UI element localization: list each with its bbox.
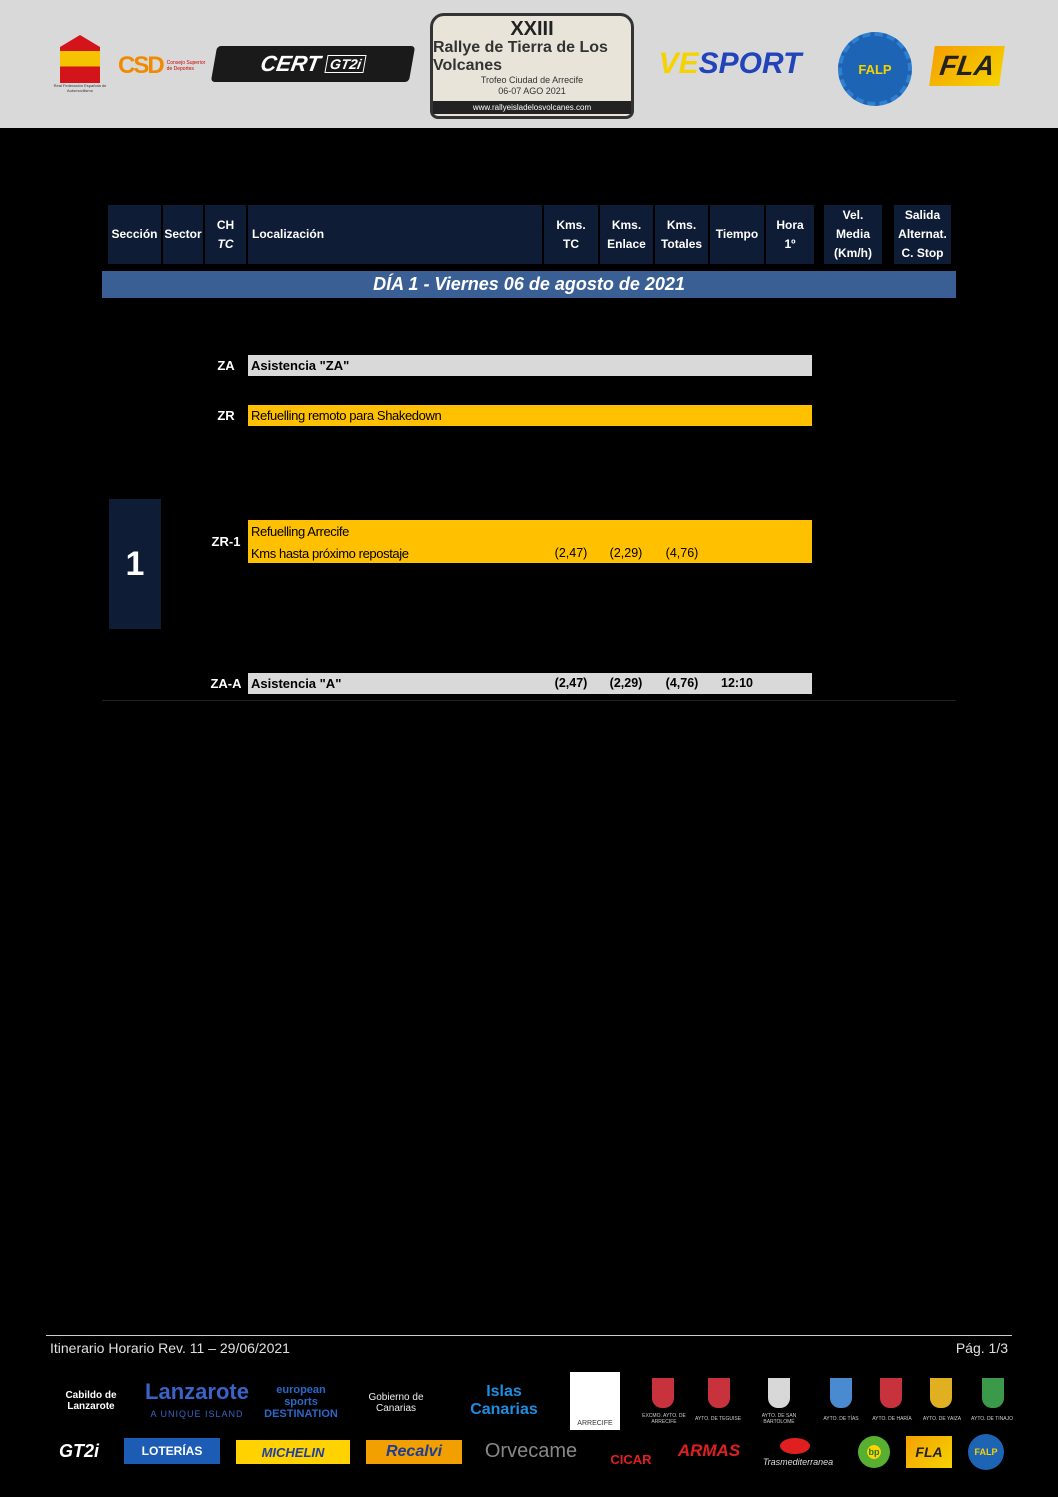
header-vel-media: Vel. Media (Km/h) (824, 205, 882, 264)
haria-crest-icon (880, 1378, 902, 1408)
row-zr-location: Refuelling remoto para Shakedown (251, 408, 442, 423)
header-ch-tc (205, 205, 246, 264)
sponsor-orvecame: Orvecame (484, 1439, 578, 1462)
rallye-url: www.rallyeisladelosvolcanes.com (433, 101, 631, 114)
row-zr1-kms-totales: (4,76) (665, 546, 699, 560)
header-kms-tc: Kms. TC (544, 205, 598, 264)
cert-logo (211, 46, 415, 82)
header-tiempo: Tiempo (710, 205, 764, 264)
cert-name: CERT (258, 51, 323, 76)
row-za-location: Asistencia "ZA" (251, 358, 350, 373)
trasmediterranea-emblem-icon (780, 1438, 810, 1454)
sponsor-michelin: MICHELIN (236, 1440, 350, 1464)
header-kms-totales: Kms. Totales (655, 205, 708, 264)
sponsor-loterias: LOTERÍAS (124, 1438, 220, 1464)
header-tc: TC (217, 236, 234, 251)
header-seccion: Sección (108, 205, 161, 264)
rallye-edition: XXIII (510, 17, 554, 40)
footer-revision: Itinerario Horario Rev. 11 – 29/06/2021 (50, 1340, 290, 1356)
sponsor-falp: FALP (968, 1434, 1004, 1470)
footer-rule (46, 1335, 1012, 1336)
rallye-dates: 06-07 AGO 2021 (498, 85, 566, 96)
row-zaa-kms-totales: (4,76) (665, 676, 699, 690)
sponsor-recalvi: Recalvi (366, 1440, 462, 1464)
header-localizacion: Localización (248, 205, 542, 264)
sponsor-ayto-arrecife: EXCMO. AYTO. DE ARRECIFE (642, 1413, 686, 1425)
header-hora: Hora 1º (766, 205, 814, 264)
teguise-crest-icon (708, 1378, 730, 1408)
sponsor-gt2i: GT2i (58, 1440, 99, 1461)
header-salida: Salida Alternat. C. Stop (894, 205, 951, 264)
arrecife-crest-icon (652, 1378, 674, 1408)
csd-caption: Consejo Superior de Deportes (166, 60, 206, 72)
csd-logo (118, 48, 210, 84)
fla-mark: FLA (929, 46, 1005, 86)
header-ch: CH (216, 217, 235, 232)
sponsor-ayto-san-bartolome: AYTO. DE SAN BARTOLOMÉ (761, 1413, 797, 1425)
row-za-ch: ZA (217, 358, 235, 373)
row-zaa-ch: ZA-A (210, 676, 242, 691)
rallye-name: Rallye de Tierra de Los Volcanes (433, 38, 608, 74)
rfea-shield-icon (60, 35, 100, 83)
sponsor-ayto-yaiza: AYTO. DE YAIZA (922, 1416, 962, 1422)
sponsor-gobierno-canarias: Gobierno de Canarias (368, 1392, 424, 1414)
row-zaa-kms-enlace: (2,29) (609, 676, 643, 690)
row-zr1-ch: ZR-1 (211, 534, 241, 549)
sponsor-cicar: CICAR (610, 1451, 652, 1467)
row-zr1-location: Refuelling Arrecife (251, 524, 349, 539)
vsport-word: SPORT (698, 47, 802, 80)
rallye-logo (430, 13, 634, 119)
fla-logo (926, 30, 1008, 102)
row-zr1 (248, 520, 812, 563)
row-zaa-tiempo: 12:10 (721, 676, 753, 690)
sponsor-ayto-tias: AYTO. DE TÍAS (823, 1416, 859, 1422)
sponsor-cabildo-lanzarote: Cabildo de Lanzarote (65, 1390, 117, 1412)
row-zr (248, 405, 812, 426)
sponsor-european-sports: european sports DESTINATION (264, 1384, 338, 1420)
rfea-caption: Real Federación Española de Automovilismo (53, 83, 107, 93)
sponsor-trasmediterranea: Trasmediterranea (762, 1457, 834, 1467)
tinajo-crest-icon (982, 1378, 1004, 1408)
csd-mark: CSD (118, 52, 163, 79)
table-bottom-rule (102, 700, 956, 701)
sponsor-arrecife: ARRECIFE (570, 1372, 620, 1430)
header-kms-enlace: Kms. Enlace (600, 205, 653, 264)
falp-mark: FALP (858, 61, 892, 77)
row-zr1-location2: Kms hasta próximo repostaje (251, 546, 409, 561)
row-zaa-kms-tc: (2,47) (554, 676, 588, 690)
sponsor-lanzarote: Lanzarote (145, 1379, 249, 1404)
sponsor-islas-canarias: Islas Canarias (470, 1383, 538, 1418)
day-title: DÍA 1 - Viernes 06 de agosto de 2021 (102, 271, 956, 298)
header-sector: Sector (163, 205, 203, 264)
sponsor-bp: bp (858, 1436, 890, 1468)
row-za (248, 355, 812, 376)
cert-tag: GT2i (325, 55, 367, 73)
row-zr1-kms-tc: (2,47) (554, 546, 588, 560)
sponsor-unique-island: A UNIQUE ISLAND (150, 1409, 244, 1419)
section-number: 1 (109, 499, 161, 629)
row-zr1-kms-enlace: (2,29) (609, 546, 643, 560)
row-zr-ch: ZR (217, 408, 235, 423)
row-zaa (248, 673, 812, 694)
row-zaa-location: Asistencia "A" (251, 676, 342, 691)
vsport-logo (644, 44, 816, 84)
yaiza-crest-icon (930, 1378, 952, 1408)
sponsor-ayto-haria: AYTO. DE HARÍA (872, 1416, 912, 1422)
rfea-logo (48, 32, 112, 96)
sponsor-armas: ARMAS (677, 1441, 741, 1460)
vsport-mark: VE (658, 47, 699, 80)
header-sponsor-band (0, 0, 1058, 128)
falp-logo (838, 32, 912, 106)
sponsor-ayto-tinajo: AYTO. DE TINAJO (971, 1416, 1013, 1422)
sponsor-fla: FLA (906, 1436, 952, 1468)
footer-page-number: Pág. 1/3 (955, 1340, 1008, 1356)
sponsor-ayto-teguise: AYTO. DE TEGUISE (694, 1416, 742, 1422)
tias-crest-icon (830, 1378, 852, 1408)
san-bartolome-crest-icon (768, 1378, 790, 1408)
rallye-subtitle: Trofeo Ciudad de Arrecife (480, 74, 584, 85)
